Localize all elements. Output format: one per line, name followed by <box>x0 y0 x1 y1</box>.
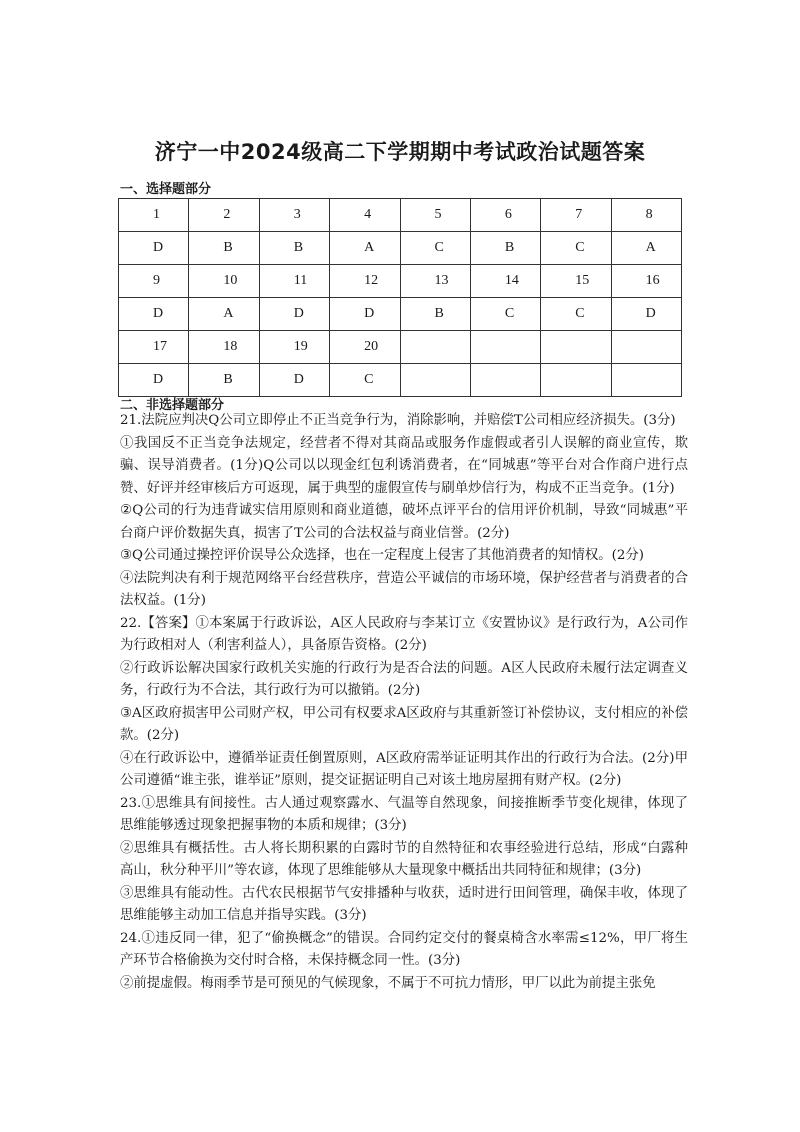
answer-cell: C <box>470 298 540 331</box>
answer-cell: D <box>119 232 189 265</box>
answer-cell: C <box>400 232 470 265</box>
section-heading-choice: 一、选择题部分 <box>120 182 212 197</box>
question-number-row <box>119 265 682 298</box>
paragraph: ②行政诉讼解决国家行政机关实施的行政行为是否合法的问题。A区人民政府未履行法定调查义务，行政行为不合法，其行政行为可以撤销。(2分) <box>120 660 688 698</box>
answer-cell: C <box>330 364 400 397</box>
question-number-cell: 16 <box>611 265 681 298</box>
answer-table <box>118 198 682 397</box>
question-number-cell <box>611 331 681 364</box>
question-number-cell: 18 <box>189 331 259 364</box>
question-number-cell: 15 <box>541 265 611 298</box>
question-number-cell: 6 <box>470 199 540 232</box>
answer-row <box>119 232 682 265</box>
answer-row <box>119 364 682 397</box>
answer-cell: D <box>119 364 189 397</box>
question-number-cell: 17 <box>119 331 189 364</box>
answer-cell: D <box>611 298 681 331</box>
paragraph: 24.①违反同一律，犯了“偷换概念”的错误。合同约定交付的餐桌椅含水率需≤12%，甲厂将生产环节合格偷换为交付时合格，未保持概念同一性。(3分) <box>120 930 688 968</box>
question-number-row <box>119 331 682 364</box>
answer-row <box>119 298 682 331</box>
answer-cell: B <box>189 232 259 265</box>
paragraph: 22.【答案】①本案属于行政诉讼，A区人民政府与李某订立《安置协议》是行政行为，A公司作为行政相对人（利害利益人），具备原告资格。(2分) <box>120 615 688 653</box>
question-number-cell: 13 <box>400 265 470 298</box>
paragraph: ②Q公司的行为违背诚实信用原则和商业道德，破坏点评平台的信用评价机制，导致“同城惠”平台商户评价数据失真，损害了T公司的合法权益与商业信誉。(2分) <box>120 503 688 541</box>
question-number-cell <box>400 331 470 364</box>
paragraph: ②前提虚假。梅雨季节是可预见的气候现象，不属于不可抗力情形，甲厂以此为前提主张免 <box>120 975 656 991</box>
question-number-cell: 7 <box>541 199 611 232</box>
answer-cell: B <box>189 364 259 397</box>
question-number-cell: 19 <box>259 331 329 364</box>
question-number-cell: 2 <box>189 199 259 232</box>
answer-cell: C <box>541 232 611 265</box>
answer-cell: D <box>259 364 329 397</box>
answer-cell: A <box>330 232 400 265</box>
paragraph: ③A区政府损害甲公司财产权，甲公司有权要求A区政府与其重新签订补偿协议，支付相应的补偿款。(2分) <box>120 705 688 743</box>
answer-cell <box>611 364 681 397</box>
answer-content <box>120 410 688 995</box>
answer-cell <box>400 364 470 397</box>
answer-cell: D <box>330 298 400 331</box>
question-number-cell: 14 <box>470 265 540 298</box>
answer-cell <box>541 364 611 397</box>
answer-cell: A <box>189 298 259 331</box>
paragraph: 21.法院应判决Q公司立即停止不正当竞争行为，消除影响，并赔偿T公司相应经济损失。(3分) <box>120 413 676 428</box>
answer-cell: B <box>400 298 470 331</box>
answer-cell: B <box>259 232 329 265</box>
question-number-cell: 1 <box>119 199 189 232</box>
answer-cell <box>470 364 540 397</box>
answer-cell: D <box>119 298 189 331</box>
paragraph: ④法院判决有利于规范网络平台经营秩序，营造公平诚信的市场环境，保护经营者与消费者的合法权益。(1分) <box>120 570 688 608</box>
question-number-cell <box>541 331 611 364</box>
answer-cell: C <box>541 298 611 331</box>
paragraph: ②思维具有概括性。古人将长期积累的白露时节的自然特征和农事经验进行总结，形成“白露种高山，秋分种平川”等农谚，体现了思维能够从大量现象中概括出共同特征和规律；(3分) <box>120 840 688 878</box>
question-number-cell: 8 <box>611 199 681 232</box>
answer-cell: A <box>611 232 681 265</box>
question-number-cell: 4 <box>330 199 400 232</box>
question-number-cell: 10 <box>189 265 259 298</box>
paragraph: ①我国反不正当竞争法规定，经营者不得对其商品或服务作虚假或者引人误解的商业宣传，欺骗、误导消费者。(1分)Q公司以以现金红包利诱消费者，在“同城惠”等平台对合作商户进行点赞、好评并经审核后方可返现，属于典型的虚假宣传与刷单炒信行为，构成不正当竞争。(1分) <box>120 435 688 496</box>
section-heading-nonchoice: 二、非选择题部分 <box>120 398 225 413</box>
question-number-cell <box>470 331 540 364</box>
question-number-cell: 12 <box>330 265 400 298</box>
paragraph: ③Q公司通过操控评价误导公众选择，也在一定程度上侵害了其他消费者的知情权。(2分) <box>120 548 645 563</box>
question-number-cell: 3 <box>259 199 329 232</box>
question-number-cell: 5 <box>400 199 470 232</box>
question-number-cell: 20 <box>330 331 400 364</box>
question-number-row <box>119 199 682 232</box>
question-number-cell: 11 <box>259 265 329 298</box>
answer-cell: D <box>259 298 329 331</box>
paragraph: ④在行政诉讼中，遵循举证责任倒置原则，A区政府需举证证明其作出的行政行为合法。(2分)甲公司遵循“谁主张，谁举证”原则，提交证据证明自己对该土地房屋拥有财产权。(2分) <box>120 750 688 788</box>
question-number-cell: 9 <box>119 265 189 298</box>
paragraph: 23.①思维具有间接性。古人通过观察露水、气温等自然现象，间接推断季节变化规律，体现了思维能够透过现象把握事物的本质和规律；(3分) <box>120 795 688 833</box>
answer-cell: B <box>470 232 540 265</box>
page-title: 济宁一中2024级高二下学期期中考试政治试题答案 <box>154 140 646 164</box>
paragraph: ③思维具有能动性。古代农民根据节气安排播种与收获，适时进行田间管理，确保丰收，体现了思维能够主动加工信息并指导实践。(3分) <box>120 885 688 923</box>
